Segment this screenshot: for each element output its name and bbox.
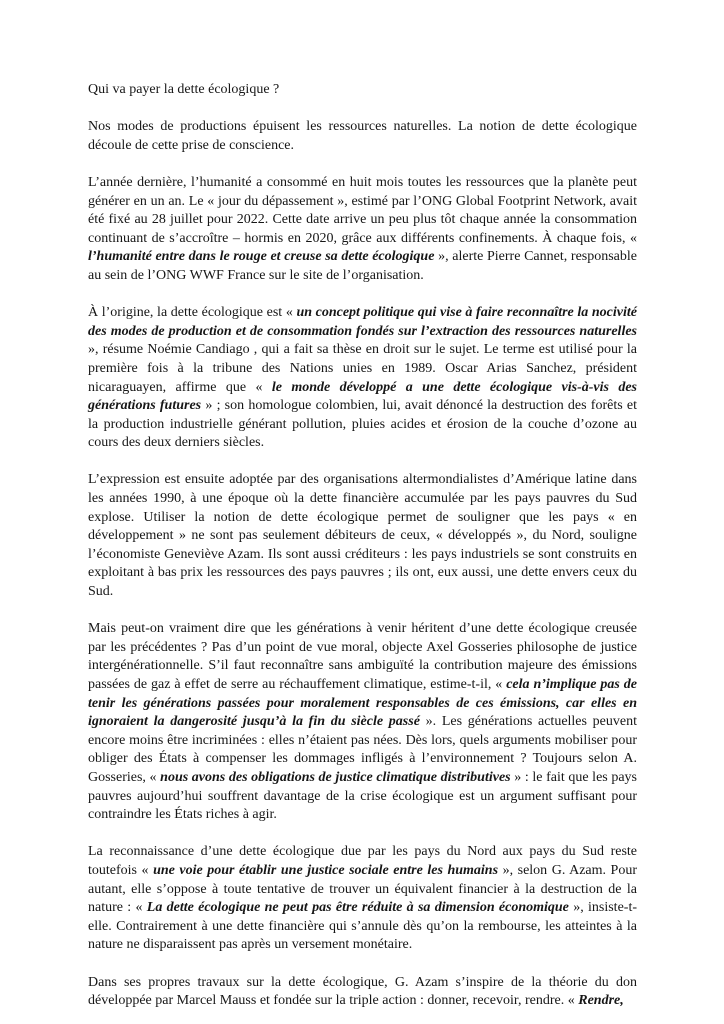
body-text: », insiste-t-elle. Contrairement à une dette financière qui s’annule dès qu’on la rembourse, les atteintes à la nature ne disparaissent pas après un versement monétaire. — [88, 900, 637, 953]
quoted-text: un concept politique qui vise à faire reconnaître la nocivité des modes de production et de consommation fondés sur l’extraction des ressources naturelles — [88, 305, 637, 339]
quoted-text: Rendre, — [578, 993, 624, 1009]
paragraph — [88, 974, 637, 1011]
body-text: », résume Noémie Candiago , qui a fait sa thèse en droit sur le sujet. Le terme est utilisé pour la première fois à la tribune des Nations unies en 1989. Oscar Arias Sanchez, président nicaraguayen, affirme que « — [88, 342, 637, 395]
quoted-text: l’humanité entre dans le rouge et creuse sa dette écologique — [88, 249, 435, 265]
paragraph — [88, 118, 637, 155]
document-title: Qui va payer la dette écologique ? — [88, 82, 280, 97]
quoted-text: nous avons des obligations de justice climatique distributives — [160, 769, 511, 785]
body-text: ». Les générations actuelles peuvent encore moins être incriminées : elles n’étaient pas nées. Dès lors, quels arguments mobiliser pour obliger des États à compenser les dommages infligés à l’environnement ? Toujours selon A. Gosseries, « — [88, 714, 637, 785]
body-text: L’année dernière, l’humanité a consommé en huit mois toutes les ressources que la planète peut générer en un an. Le « jour du dépassement », estimé par l’ONG Global Footprint Network, avait été fixé au 28 juillet pour 2022. Cette date arrive un peu plus tôt chaque année la consommation continuant de s’accroître – hormis en 2020, grâce aux différents confinements. À chaque fois, « — [88, 174, 637, 246]
paragraph — [88, 471, 637, 601]
body-text: Mais peut-on vraiment dire que les générations à venir héritent d’une dette écologique creusée par les précédentes ? Pas d’un point de vue moral, objecte Axel Gosseries philosophe de justice intergénérationnelle. S’il faut reconnaître sans ambiguïté la contribution majeure des émissions passées de gaz à effet de serre au réchauffement climatique, estime-t-il, « — [88, 621, 637, 692]
body-text: » : le fait que les pays pauvres aujourd’hui souffrent davantage de la crise écologique est un argument suffisant pour contraindre les États riches à agir. — [88, 769, 638, 823]
body-text: », selon G. Azam. Pour autant, elle s’oppose à toute tentative de trouver un équivalent financier à la destruction de la nature : « — [88, 862, 637, 916]
body-text: La reconnaissance d’une dette écologique due par les pays du Nord aux pays du Sud reste toutefois « — [88, 844, 637, 878]
document-body — [88, 118, 637, 1011]
paragraph — [88, 620, 637, 825]
paragraph — [88, 304, 637, 453]
paragraph — [88, 843, 637, 955]
quoted-text: La dette écologique ne peut pas être réduite à sa dimension économique — [146, 900, 569, 916]
body-text: », alerte Pierre Cannet, responsable au sein de l’ONG WWF France sur le site de l’organisation. — [88, 249, 638, 283]
body-text: L’expression est ensuite adoptée par des organisations altermondialistes d’Amérique latine dans les années 1990, à une époque où la dette financière accumulée par les pays pauvres du Sud explose. Utiliser la notion de dette écologique permet de souligner que les pays « en développement » ne sont pas seulement débiteurs de ceux, « développés », du Nord, souligne l’économiste Geneviève Azam. Ils sont aussi créditeurs : les pays industriels se sont construits en exploitant à bas prix les ressources des pays pauvres ; ils ont, eux aussi, une dette envers ceux du Sud. — [88, 472, 637, 600]
quoted-text: le monde développé a une dette écologique vis-à-vis des générations futures — [88, 379, 637, 414]
body-text: » ; son homologue colombien, lui, avait dénoncé la destruction des forêts et la production industrielle générant pollution, pluies acides et érosion de la couche d’ozone au cours des deux derniers siècles. — [88, 398, 637, 451]
body-text: Nos modes de productions épuisent les ressources naturelles. La notion de dette écologique découle de cette prise de conscience. — [88, 119, 637, 153]
body-text: À l’origine, la dette écologique est « — [88, 305, 297, 321]
quoted-text: cela n’implique pas de tenir les générations passées pour moralement responsables de ces émissions, car elles en ignoraient la dangerosité jusqu’à la fin du siècle passé — [88, 677, 637, 730]
body-text: Dans ses propres travaux sur la dette écologique, G. Azam s’inspire de la théorie du don développée par Marcel Mauss et fondée sur la triple action : donner, recevoir, rendre. « — [88, 974, 637, 1009]
quoted-text: une voie pour établir une justice sociale entre les humains — [153, 862, 499, 878]
paragraph — [88, 174, 637, 286]
